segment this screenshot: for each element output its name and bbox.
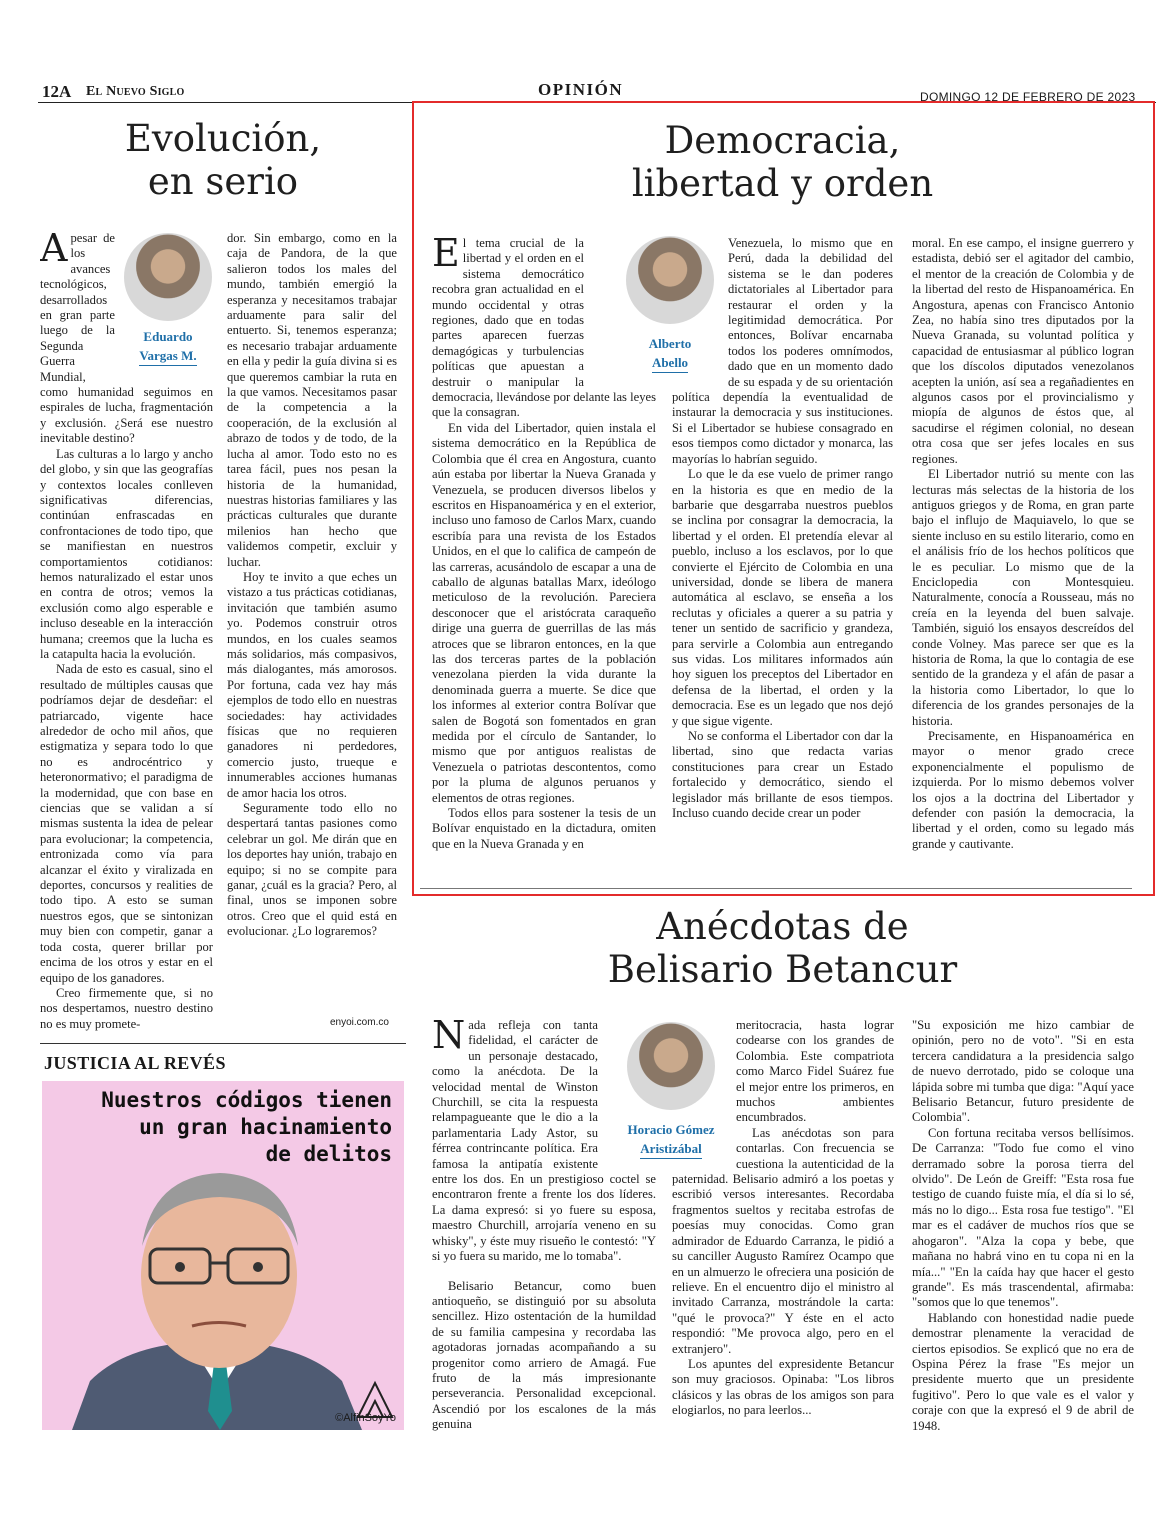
cartoon-line1: Nuestros códigos tienen bbox=[101, 1088, 392, 1112]
section-title: OPINIÓN bbox=[538, 80, 624, 99]
left-col1-p1: Apesar de los avances tecnológicos, desarrollados en gran parte luego de la Segunda Guerra Mundial, como humanidad seguimos en espirales de lucha, fragmentación y exclusión. ¿Será ese nuestro inevitable destino? bbox=[40, 231, 213, 446]
bottom-col1-p1: Nada refleja con tanta fidelidad, el carácter de un personaje destacado, como la anécdota. De la velocidad mental de Winston Churchill, se cita la respuesta relampagueante que le dio a la parlamentaria Lady Astor, su férrea contrincante política. Era famosa la antipatía existente entre los dos. En un prestigioso coctel se encontraron frente a frente los dos líderes. La dama expresó: si yo fuere su esposa, maestro Churchill, arrojaría veneno en su whisky", y éste muy risueño le contestó: "Y si yo fuera su marido, me lo tomaba". bbox=[432, 1018, 656, 1264]
bottom-headline-line2: Belisario Betancur bbox=[607, 947, 958, 991]
main-col3-p2: El Libertador nutrió su mente con las lecturas más selectas de la historia de los antiguos griegos y de Roma, en gran parte bajo el influjo de Maquiavelo, lo que se siente incluso en su estilo literario, como en el análisis frío de los hechos políticos que le es peculiar. Lo mismo que de la Enciclopedia con Montesquieu. Naturalmente, conocía a Rousseau, más no creía en la leyenda del buen salvaje. También, siguió los ensayos descreídos del conde Volney. Mas parece ser que es la historia de Roma, la que lo contagia de ese sentido de la grandeza y el afán de pasar a la historia como Libertador, lo que lo diferencia de los grandes personajes de la historia. bbox=[912, 467, 1134, 728]
left-headline-line2: en serio bbox=[147, 159, 299, 203]
left-headline-line1: Evolución, bbox=[124, 117, 322, 160]
left-col2-p3: Seguramente todo ello no despertará tantas pasiones como celebrar un gol. Me dirán que en los deportes hay unión, trabajo en equipo; si no se compite para ganar, ¿cuál es la gracia? Pero, al final, unos se imponen sobre otros. Creo que el quid está en evolucionar. ¿Lo lograremos? bbox=[227, 801, 397, 939]
newspaper-name: El Nuevo Siglo bbox=[86, 84, 185, 99]
main-col1-p1: El tema crucial de la libertad y el orden en el sistema democrático recobra gran actualidad en el mundo occidental y otras regiones, dado que en todas partes aparecen fuerzas demagógicas y turbulencias políticas que apuestan a destruir o manipular la democracia, llevándose por delante las leyes que la consagran. bbox=[432, 236, 656, 420]
cartoon-credit: ©AlfinSoyYo bbox=[335, 1412, 396, 1424]
author-photo-eduardo bbox=[124, 233, 212, 321]
cartoon-panel bbox=[42, 1081, 404, 1430]
left-col2-p1: dor. Sin embargo, como en la caja de Pandora, de la que salieron todos los males del mundo, también emergió la esperanza y necesitamos trabajar arduamente para salir del entuerto. Si, tenemos esperanza; es necesario trabajar arduamente en ella y pedir la guía divina si es que queremos cambiar la ruta en la que vamos. Necesitamos pasar de la competencia a la cooperación, de la exclusión al abrazo de todos y de todo, de la lucha al amor. Todo esto no es tarea fácil, pues nos pesan la historia de la humanidad, nuestras historias familiares y las prácticas culturales que durante milenios han hecho que validemos competir, excluir y luchar. bbox=[227, 231, 397, 569]
main-col2-p3: No se conforma el Libertador con dar la libertad, sino que redacta varias constituciones para crear un Estado fortalecido y democrático, siendo el legislador más brillante de esos tiempos. Incluso cuando decide crear un poder bbox=[672, 729, 893, 821]
cartoon-section-title: JUSTICIA AL REVÉS bbox=[44, 1053, 226, 1073]
main-article-column-3 bbox=[912, 236, 1134, 858]
bottom-col1-p2: Belisario Betancur, como buen antioqueño, se distinguió por su absoluta sencillez. Hizo ostentación de la humildad de su familia campesina y recordaba las agotadoras jornadas acompañando a su progenitor como arriero de Amagá. Fue fruto de la más impresionante perseverancia. Personalidad excepcional. Ascendió por los escalones de la más genuina bbox=[432, 1278, 656, 1432]
main-dropcap: E bbox=[432, 236, 460, 275]
main-col3-p1: moral. En ese campo, el insigne guerrero y estadista, debió ser el agitador del cambio, el mentor de la creación de Colombia y de la libertad del resto de Hispanoamérica. En Angostura, apenas con Francisco Antonio Zea, no había sino tres diputados por la Nueva Granada, su voluntad política y capacidad de entusiasmar al público logran que los díscolos diputados venezolanos acepten la unión, así sea a regañadientes en algunos casos por el provincialismo y miopía de algunos de éstos que, al sacudirse el régimen colonial, no desean otra cosa que ser jefes locales en sus regiones. bbox=[912, 236, 1134, 466]
left-article-column-1 bbox=[40, 231, 213, 1031]
main-col2-p1: Venezuela, lo mismo que en Perú, dada la debilidad del sistema se le dan poderes dictatoriales al Libertador para restaurar el orden y la legitimidad democrática. Por entonces, Bolívar encarnaba todos los poderes omnímodos, dado que en un momento dado de su espada y de su orientación política dependía la eventualidad de instaurar la democracia y sus instituciones. Si el Libertador se hubiese consagrado en esos tiempos como dictador y monarca, las mayorías lo habrían seguido. bbox=[672, 236, 893, 466]
bottom-article-column-2 bbox=[672, 1018, 894, 1438]
left-author-last: Vargas M. bbox=[139, 346, 196, 366]
main-headline-line2: libertad y orden bbox=[631, 161, 934, 205]
cartoon-man-illustration bbox=[42, 1081, 404, 1430]
left-col1-p4: Creo firmemente que, si no nos despertamos, nuestro destino no es muy promete- bbox=[40, 985, 213, 1031]
issue-date: DOMINGO 12 DE FEBRERO DE 2023 bbox=[920, 90, 1136, 104]
left-author-first: Eduardo bbox=[143, 329, 193, 344]
bottom-article-headline bbox=[420, 906, 1145, 992]
left-col2-p2: Hoy te invito a que eches un vistazo a tus prácticas cotidianas, invitación que también asumo yo. Podemos construir otros mundos, en los cuales seamos más solidarios, más compasivos, más dialogantes, más amorosos. Por fortuna, cada vez hay más ejemplos de todo ello en nuestras sociedades: hay actividades físicas que no requieren ganadores ni perdedores, comercio justo, trueque e innumerables acciones humanas de amor hacia los otros. bbox=[227, 569, 397, 800]
cartoon-top-rule bbox=[40, 1043, 406, 1044]
main-author-last: Abello bbox=[652, 353, 688, 373]
bottom-col2-p2: Las anécdotas son para contarlas. Con frecuencia se cuestiona la autenticidad de la paternidad. Belisario admiró a los poetas y escribió versos interesantes. Recordaba fragmentos sueltos y recitaba estrofas de poesías muy conocidas. Como gran admirador de Eduardo Carranza, le pidió a su canciller Augusto Ramírez Ocampo que en un almuerzo le ofreciera una posición de relieve. En el encuentro dijo el ministro al invitado Carranza, mostrándole la carta: "qué le provoca?" Y éste en el acto respondió: "Me provoca algo, pero en el extranjero". bbox=[672, 1125, 894, 1356]
main-col3-p3: Precisamente, en Hispanoamérica en mayor o menor grado crece exponencialmente el populismo de izquierda. Por lo mismo debemos volver los ojos a la doctrina del Libertador y defender con pasión la democracia, la libertad y el orden, como su legado más grande y cautivante. bbox=[912, 729, 1134, 851]
main-col1-p3: Todos ellos para sostener la tesis de un Bolívar enquistado en la dictadura, omiten que en la Nueva Granada y en bbox=[432, 806, 656, 851]
bottom-col3-p1: "Su exposición me hizo cambiar de opinión, pero no de voto". "Si en esta tercera candidatura a la presidencia salgo de nuevo derrotado, pido se coloque una lápida sobre mi tumba que diga: "Aquí yace Belisario Betancur, futuro presidente de Colombia". bbox=[912, 1018, 1134, 1125]
cartoon-line3: de delitos bbox=[265, 1142, 392, 1166]
main-article-column-2 bbox=[672, 236, 893, 858]
page-number: 12A bbox=[42, 82, 72, 101]
main-article-headline bbox=[420, 120, 1145, 206]
left-article-headline bbox=[40, 118, 406, 204]
main-col1-p2: En vida del Libertador, quien instala el sistema democrático en la República de Colombia que él crea en Angostura, cuanto aún estaba por libertar la Nueva Granada y Venezuela, se producen diversos libelos y escritos en Hispanoamérica y en el exterior, incluso uno famoso de Carlos Marx, cuando escribía para una revista de los Estados Unidos, en el que lo califica de campeón de las carreras, acusándolo de escapar a una de caballo de algunas batallas Marx, ideólogo meticuloso de la revolución. Pareciera desconocer que el aristócrata caraqueño dirige una guerra de guerrillas de las más atroces que se libraron entonces, en la que las dos terceras partes de la población venezolana pierden la vida durante la denominada guerra a muerte. Se dice que los informes al exterior contra Bolívar que salen de Bogotá son fomentados en gran medida por el círculo de Santander, lo mismo que por antiguos realistas de Venezuela o patriotas descontentos, como por la pluma de algunos peruanos y elementos de otras regiones. bbox=[432, 420, 656, 805]
left-article-source: enyoi.com.co bbox=[330, 1017, 389, 1028]
bottom-col2-p1: meritocracia, hasta lograr codearse con los grandes de Colombia. Este compatriota como Marco Fidel Suárez fue el mejor entre los primeros, en muchos ambientes encumbrados. bbox=[736, 1018, 894, 1125]
cartoon-line2: un gran hacinamiento bbox=[139, 1115, 392, 1139]
main-headline-line1: Democracia, bbox=[664, 119, 901, 162]
main-col2-p2: Lo que le da ese vuelo de primer rango en la historia es que en medio de la barbarie que desgarraba nuestros pueblos se inclina por consagrar la democracia, la libertad y el orden. El pretendía elevar al pueblo, incluso a los esclavos, por lo que convierte el Ejército de Colombia en una universidad, donde se libera de manera automática al esclavo, se enseña a los reclutas y oficiales a querer a su patria y tener un sentido de sacrificio y grandeza, para servirle a Colombia aun entregando sus vidas. Los militares informados aún hoy siguen los preceptos del Libertador en defensa de la libertad, el orden y la democracia. Ese es un legado que nos dejó y que sigue vigente. bbox=[672, 467, 893, 728]
bottom-article-column-3 bbox=[912, 1018, 1134, 1438]
bottom-author-first: Horacio Gómez bbox=[627, 1122, 715, 1137]
left-col1-p3: Nada de esto es casual, sino el resultado de múltiples causas que podríamos dejar de desdeñar: el patriarcado, vigente hace alrededor de ocho mil años, que estigmatiza y separa todo lo que no es androcéntrico y heteronormativo; el paradigma de la modernidad, que con base en ciencias que se validan a sí mismas sustenta la idea de pelear para evolucionar; la competencia, entronizada como vía para alcanzar el éxito y viralizada en deportes, concursos y realities de todo tipo. A esto se suman nuestros egos, que se sintonizan muy bien con competir, ganar a toda costa, querer brillar por encima de los otros y estar en el equipo de los ganadores. bbox=[40, 662, 213, 985]
left-article-column-2 bbox=[227, 231, 397, 1017]
bottom-headline-line1: Anécdotas de bbox=[656, 905, 909, 948]
bottom-author-last: Aristizábal bbox=[640, 1139, 701, 1159]
main-article-bottom-rule bbox=[420, 888, 1132, 889]
left-col1-p2: Las culturas a lo largo y ancho del globo, y sin que las geografías y contextos locales conlleven significativas diferencias, continúan enfrascadas en confrontaciones de todo tipo, que se manifiestan en nuestros comportamientos cotidianos: hemos naturalizado el estar unos en contra de otros; vemos la exclusión como algo esperable e incluso deseable en la interacción humana; creemos que la lucha es la catapulta hacia la evolución. bbox=[40, 446, 213, 661]
left-author-byline bbox=[121, 327, 213, 366]
bottom-col3-p3: Hablando con honestidad nadie puede demostrar plenamente la veracidad de ciertos episodios. Se explicó que no era de Ospina Pérez la frase "Es mejor un presidente muerto que un presidente fugitivo". Pero lo que vale es el valor y coraje con que la expresó el 9 de abril de 1948. bbox=[912, 1310, 1134, 1433]
left-dropcap: A bbox=[40, 231, 68, 270]
bottom-col2-p3: Los apuntes del expresidente Betancur son muy graciosos. Opinaba: "Los libros clásicos y las obras de los amigos son para elogiarlos, no para leerlos... bbox=[672, 1356, 894, 1418]
main-author-first: Alberto bbox=[648, 336, 692, 351]
left-author-block bbox=[121, 233, 213, 379]
bottom-dropcap: N bbox=[432, 1018, 466, 1057]
bottom-col3-p2: Con fortuna recitaba versos bellísimos. De Carranza: "Todo fue como el vino derramado sobre la porosa tierra del olvido". De León de Greiff: "Esta rosa fue testigo de cuando fuiste mía, el día si lo sé, más no lo digo... Esta rosa fue testigo". "El mar es el cadáver de muchos ríos que se ahogaron". "Alza la copa y bebe, que mañana no habrá vino en tu copa ni en la mía..." "En la caída hay que hacer el gesto grande". Es más trascendental, afirmaba: "somos que lo que tenemos". bbox=[912, 1125, 1134, 1310]
